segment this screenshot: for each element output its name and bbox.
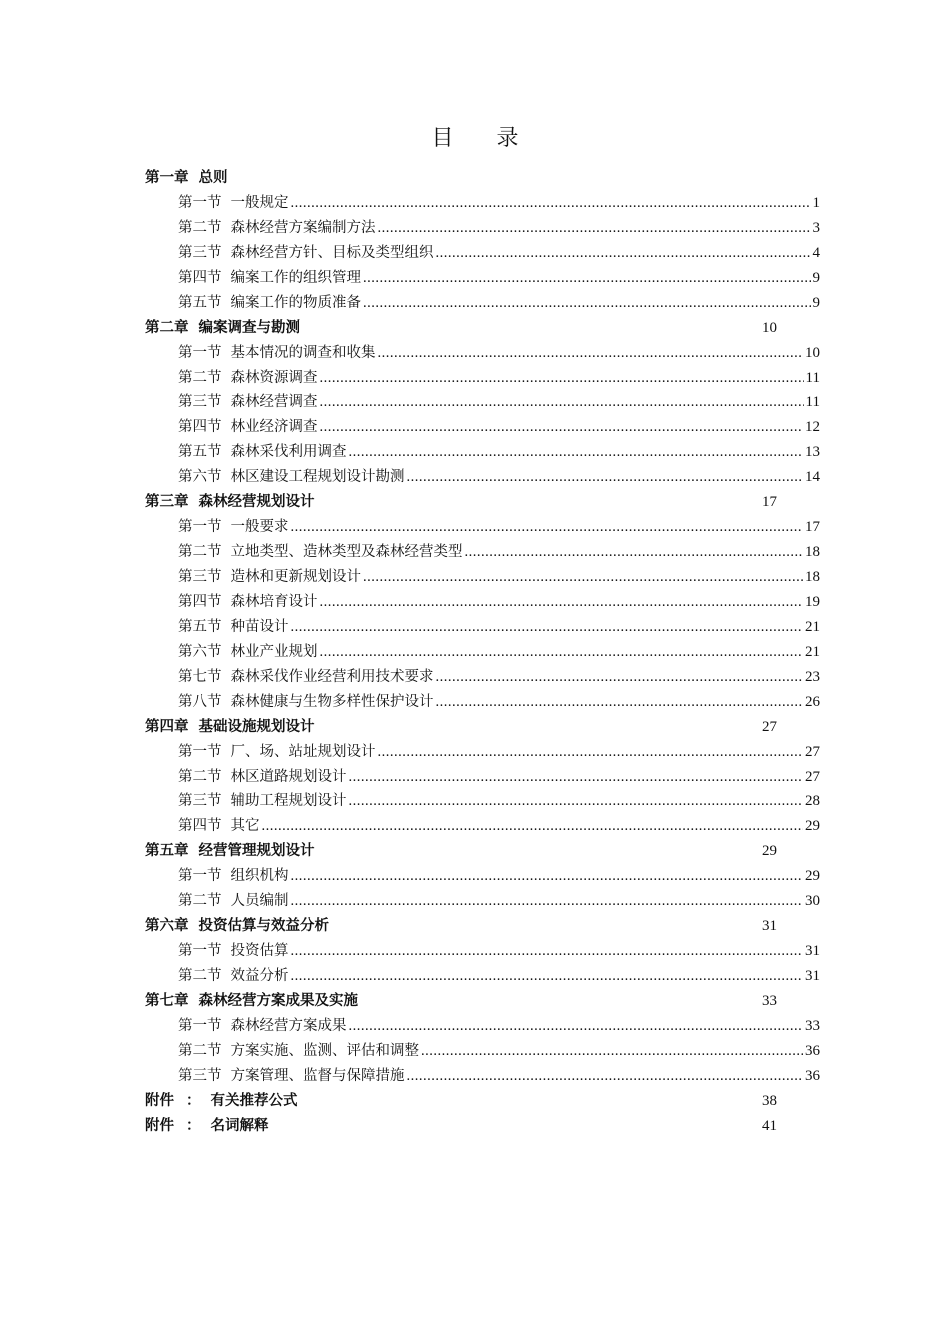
section-page-number: 21 [805,618,820,635]
section-number: 第三节 [178,793,222,810]
section-title: 森林经营方案编制方法 [230,219,376,236]
dot-leader [436,690,804,715]
section-number: 第四节 [178,593,222,610]
section-title: 森林采伐利用调查 [230,444,347,461]
table-of-contents [145,166,820,1139]
appendix-entry[interactable] [145,1114,820,1139]
section-number: 第一节 [178,344,222,361]
chapter-label: 第三章 [145,494,189,511]
section-number: 第一节 [178,194,222,211]
toc-entry[interactable] [145,216,820,241]
chapter-label: 第一章 [145,170,189,186]
section-number: 第七节 [178,668,222,685]
dot-leader [291,964,804,989]
section-page-number: 33 [805,1017,820,1034]
section-number: 第五节 [178,294,222,311]
toc-entry[interactable] [145,366,820,391]
section-title: 人员编制 [230,893,289,910]
section-title: 方案管理、监督与保障措施 [230,1067,405,1084]
chapter-page-number: 33 [762,992,777,1009]
appendix-colon: ： [186,1117,201,1134]
section-title: 森林经营方案成果 [230,1017,347,1034]
toc-entry[interactable] [145,1039,820,1064]
section-title: 造林和更新规划设计 [230,569,361,585]
chapter-heading[interactable] [145,989,820,1014]
toc-entry[interactable] [145,765,820,790]
section-number: 第二节 [178,369,222,386]
section-title: 辅助工程规划设计 [230,793,347,810]
section-page-number: 17 [805,519,820,536]
dot-leader [320,390,804,415]
dot-leader [363,565,803,590]
section-number: 第六节 [178,643,222,660]
section-page-number: 3 [812,219,820,236]
dot-leader [291,864,804,889]
toc-entry[interactable] [145,266,820,291]
chapter-heading[interactable] [145,166,820,191]
toc-entry[interactable] [145,640,820,665]
toc-entry[interactable] [145,964,820,989]
dot-leader [436,241,811,266]
toc-entry[interactable] [145,590,820,615]
section-title: 效益分析 [230,968,289,984]
chapter-title: 总则 [198,170,228,186]
chapter-label: 第四章 [145,718,189,735]
section-number: 第三节 [178,394,222,411]
appendix-title: 有关推荐公式 [210,1092,298,1109]
section-number: 第二节 [178,1042,222,1059]
section-page-number: 11 [805,394,820,411]
section-number: 第一节 [178,943,222,960]
section-page-number: 4 [812,244,820,261]
dot-leader [465,540,804,565]
chapter-label: 第七章 [145,992,189,1009]
section-page-number: 1 [812,194,820,211]
section-page-number: 21 [805,643,820,660]
section-number: 第二节 [178,768,222,785]
toc-entry[interactable] [145,789,820,814]
chapter-title: 基础设施规划设计 [198,718,315,735]
dot-leader [320,415,804,440]
section-page-number: 26 [805,693,820,710]
toc-entry[interactable] [145,191,820,216]
section-page-number: 30 [805,893,820,910]
chapter-title: 编案调查与勘测 [198,319,300,336]
section-page-number: 11 [805,369,820,386]
page-title: 目 录 [431,126,537,151]
dot-leader [291,939,804,964]
section-title: 一般要求 [230,519,289,536]
section-title: 森林采伐作业经营利用技术要求 [230,668,434,685]
toc-entry[interactable] [145,1014,820,1039]
section-page-number: 28 [805,793,820,810]
section-title: 一般规定 [230,194,289,211]
chapter-heading[interactable] [145,316,820,341]
section-title: 林区建设工程规划设计勘测 [230,469,405,486]
section-number: 第三节 [178,244,222,261]
section-title: 组织机构 [230,868,289,885]
toc-entry[interactable] [145,615,820,640]
toc-entry[interactable] [145,291,820,316]
section-number: 第三节 [178,569,222,585]
appendix-page-number: 41 [762,1117,777,1134]
toc-entry[interactable] [145,540,820,565]
toc-entry[interactable] [145,665,820,690]
dot-leader [320,590,804,615]
dot-leader [363,266,811,291]
section-page-number: 12 [805,419,820,436]
section-title: 编案工作的物质准备 [230,294,361,311]
section-page-number: 29 [805,818,820,835]
section-title: 林业产业规划 [230,643,318,660]
appendix-label: 附件 [145,1117,174,1134]
section-title: 森林经营调查 [230,394,318,411]
section-title: 立地类型、造林类型及森林经营类型 [230,544,463,561]
appendix-title: 名词解释 [210,1117,269,1134]
dot-leader [349,789,804,814]
dot-leader [320,366,804,391]
chapter-title: 森林经营方案成果及实施 [198,992,358,1009]
dot-leader [262,814,804,839]
toc-entry[interactable] [145,241,820,266]
toc-entry[interactable] [145,740,820,765]
chapter-label: 第五章 [145,843,189,860]
appendix-label: 附件 [145,1092,174,1109]
chapter-title: 投资估算与效益分析 [198,918,329,935]
section-page-number: 36 [805,1067,820,1084]
toc-entry[interactable] [145,690,820,715]
chapter-label: 第二章 [145,319,189,336]
toc-entry[interactable] [145,565,820,590]
section-number: 第一节 [178,519,222,536]
chapter-title: 经营管理规划设计 [198,843,315,860]
section-page-number: 36 [805,1042,820,1059]
toc-entry[interactable] [145,390,820,415]
section-number: 第二节 [178,219,222,236]
section-page-number: 14 [805,469,820,486]
section-title: 林业经济调查 [230,419,318,436]
section-title: 森林培育设计 [230,593,318,610]
section-title: 基本情况的调查和收集 [230,344,376,361]
chapter-page-number: 17 [762,494,777,511]
section-number: 第八节 [178,693,222,710]
section-page-number: 19 [805,593,820,610]
dot-leader [436,665,804,690]
section-page-number: 10 [805,344,820,361]
dot-leader [378,341,804,366]
section-title: 种苗设计 [230,618,289,635]
section-number: 第五节 [178,618,222,635]
dot-leader [407,465,804,490]
section-title: 编案工作的组织管理 [230,269,361,286]
section-number: 第一节 [178,743,222,760]
section-page-number: 27 [805,743,820,760]
section-title: 厂、场、站址规划设计 [230,743,376,760]
chapter-page-number: 29 [762,843,777,860]
chapter-label: 第六章 [145,918,189,935]
dot-leader [349,765,804,790]
toc-entry[interactable] [145,1064,820,1089]
dot-leader [378,216,811,241]
section-title: 森林健康与生物多样性保护设计 [230,693,434,710]
dot-leader [320,640,804,665]
dot-leader [291,615,804,640]
chapter-page-number: 27 [762,718,777,735]
chapter-page-number: 10 [762,319,777,336]
dot-leader [349,440,804,465]
section-number: 第五节 [178,444,222,461]
section-number: 第一节 [178,1017,222,1034]
section-page-number: 23 [805,668,820,685]
toc-entry[interactable] [145,889,820,914]
section-number: 第二节 [178,893,222,910]
section-page-number: 27 [805,768,820,785]
section-title: 森林资源调查 [230,369,318,386]
section-page-number: 31 [805,968,820,984]
section-page-number: 18 [805,569,820,585]
appendix-entry[interactable] [145,1089,820,1114]
section-title: 其它 [230,818,260,835]
toc-entry[interactable] [145,515,820,540]
section-title: 投资估算 [230,943,289,960]
section-number: 第六节 [178,469,222,486]
dot-leader [291,191,811,216]
dot-leader [407,1064,804,1089]
section-title: 森林经营方针、目标及类型组织 [230,244,434,261]
section-page-number: 29 [805,868,820,885]
dot-leader [291,889,804,914]
section-number: 第三节 [178,1067,222,1084]
dot-leader [378,740,804,765]
section-page-number: 31 [805,943,820,960]
section-page-number: 9 [812,269,820,286]
toc-entry[interactable] [145,939,820,964]
section-page-number: 13 [805,444,820,461]
section-number: 第二节 [178,544,222,561]
chapter-heading[interactable] [145,839,820,864]
toc-entry[interactable] [145,864,820,889]
section-number: 第四节 [178,818,222,835]
toc-entry[interactable] [145,341,820,366]
dot-leader [349,1014,804,1039]
section-title: 林区道路规划设计 [230,768,347,785]
section-number: 第四节 [178,419,222,436]
section-title: 方案实施、监测、评估和调整 [230,1042,419,1059]
toc-entry[interactable] [145,814,820,839]
section-number: 第四节 [178,269,222,286]
dot-leader [291,515,804,540]
chapter-page-number: 31 [762,918,777,935]
dot-leader [363,291,811,316]
dot-leader [421,1039,803,1064]
toc-entry[interactable] [145,465,820,490]
appendix-page-number: 38 [762,1092,777,1109]
section-page-number: 18 [805,544,820,561]
section-number: 第一节 [178,868,222,885]
toc-entry[interactable] [145,415,820,440]
chapter-heading[interactable] [145,914,820,939]
section-page-number: 9 [812,294,820,311]
chapter-heading[interactable] [145,715,820,740]
section-number: 第二节 [178,968,222,984]
appendix-colon: ： [186,1092,201,1109]
chapter-title: 森林经营规划设计 [198,494,315,511]
chapter-heading[interactable] [145,490,820,515]
toc-entry[interactable] [145,440,820,465]
